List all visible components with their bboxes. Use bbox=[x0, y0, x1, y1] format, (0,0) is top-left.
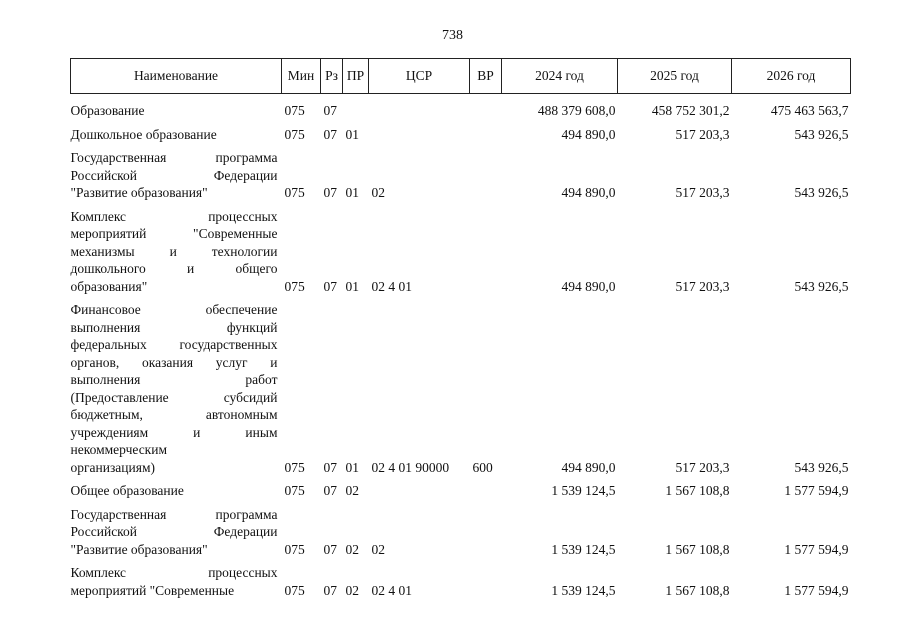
cell-2024: 1 539 124,5 bbox=[551, 582, 616, 598]
cell-csr: 02 4 01 bbox=[371, 278, 412, 294]
row-name bbox=[71, 149, 282, 208]
row-name-line: учреждениям и иным bbox=[70, 424, 278, 440]
table-row bbox=[71, 506, 851, 565]
cell-2026: 1 577 594,9 bbox=[784, 582, 849, 598]
header-csr: ЦСР bbox=[369, 59, 470, 94]
cell-rz: 07 bbox=[323, 459, 337, 475]
table-body bbox=[71, 94, 851, 606]
row-name-line: Государственная программа bbox=[70, 506, 278, 522]
cell-csr bbox=[369, 126, 470, 150]
cell-2024: 1 539 124,5 bbox=[551, 483, 616, 498]
cell-2026: 1 577 594,9 bbox=[784, 541, 849, 557]
cell-2026: 475 463 563,7 bbox=[770, 103, 849, 118]
header-min: Мин bbox=[282, 59, 321, 94]
cell-2025: 1 567 108,8 bbox=[665, 483, 730, 498]
header-row bbox=[71, 59, 851, 94]
cell-rz: 07 bbox=[323, 483, 337, 498]
cell-csr: 02 bbox=[371, 185, 385, 200]
table-row bbox=[71, 126, 851, 150]
cell-min: 075 bbox=[284, 278, 305, 294]
row-name-line: "Развитие образования" bbox=[70, 541, 208, 557]
cell-2024: 494 890,0 bbox=[561, 278, 616, 294]
cell-rz: 07 bbox=[323, 541, 337, 557]
row-name-line: Финансовое обеспечение bbox=[70, 302, 278, 317]
cell-pr: 01 bbox=[345, 185, 359, 200]
cell-csr: 02 bbox=[371, 541, 385, 557]
row-name-line: организациям) bbox=[70, 459, 156, 475]
row-name bbox=[71, 126, 282, 150]
cell-pr: 02 bbox=[345, 541, 359, 557]
cell-2026: 543 926,5 bbox=[794, 278, 849, 294]
row-name bbox=[71, 301, 282, 482]
cell-2025: 517 203,3 bbox=[675, 459, 730, 475]
cell-vr bbox=[470, 482, 502, 506]
cell-pr: 02 bbox=[345, 483, 359, 498]
row-name-line: бюджетным, автономным bbox=[70, 407, 278, 422]
cell-2025: 517 203,3 bbox=[675, 126, 730, 142]
row-name-line: дошкольного и общего bbox=[70, 261, 278, 276]
header-rz: Рз bbox=[321, 59, 343, 94]
cell-rz: 07 bbox=[323, 185, 337, 200]
cell-2025: 517 203,3 bbox=[675, 278, 730, 294]
row-name bbox=[71, 482, 282, 506]
row-name-line: Российской Федерации bbox=[70, 167, 278, 183]
header-2026: 2026 год bbox=[732, 59, 851, 94]
row-name bbox=[71, 506, 282, 565]
table-row bbox=[71, 94, 851, 126]
cell-2026: 543 926,5 bbox=[794, 185, 849, 200]
row-name-line: "Развитие образования" bbox=[70, 185, 208, 200]
cell-rz: 07 bbox=[323, 126, 337, 142]
cell-csr: 02 4 01 bbox=[371, 582, 412, 598]
row-name-line: выполнения функций bbox=[70, 319, 278, 335]
cell-2025: 517 203,3 bbox=[675, 185, 730, 200]
row-name bbox=[71, 94, 282, 126]
row-name-line: мероприятий "Современные bbox=[70, 226, 278, 241]
row-name-line: образования" bbox=[70, 278, 148, 294]
cell-pr: 01 bbox=[345, 126, 359, 142]
cell-min: 075 bbox=[284, 541, 305, 557]
row-name-line: Дошкольное образование bbox=[70, 126, 217, 142]
row-name bbox=[71, 564, 282, 605]
cell-pr bbox=[343, 94, 369, 126]
header-pr: ПР bbox=[343, 59, 369, 94]
cell-vr bbox=[470, 506, 502, 565]
table-row bbox=[71, 482, 851, 506]
cell-vr bbox=[470, 208, 502, 302]
header-name: Наименование bbox=[71, 59, 282, 94]
page-number: 738 bbox=[442, 28, 463, 43]
row-name-line: федеральных государственных bbox=[70, 337, 278, 352]
cell-min: 075 bbox=[284, 582, 305, 598]
cell-2025: 458 752 301,2 bbox=[651, 103, 730, 118]
cell-csr bbox=[369, 94, 470, 126]
row-name-line: Комплекс процессных bbox=[70, 208, 278, 224]
cell-2024: 494 890,0 bbox=[561, 459, 616, 475]
cell-pr: 02 bbox=[345, 582, 359, 598]
cell-rz: 07 bbox=[323, 103, 337, 118]
cell-2024: 488 379 608,0 bbox=[537, 103, 616, 118]
cell-2026: 543 926,5 bbox=[794, 126, 849, 142]
row-name-line: выполнения работ bbox=[70, 372, 278, 387]
cell-pr: 01 bbox=[345, 459, 359, 475]
cell-vr: 600 bbox=[472, 459, 493, 475]
cell-csr bbox=[369, 482, 470, 506]
cell-2025: 1 567 108,8 bbox=[665, 541, 730, 557]
row-name-line: некоммерческим bbox=[70, 442, 168, 457]
cell-min: 075 bbox=[284, 126, 305, 142]
cell-2024: 494 890,0 bbox=[561, 126, 616, 142]
row-name-line: (Предоставление субсидий bbox=[70, 389, 278, 405]
cell-vr bbox=[470, 149, 502, 208]
cell-min: 075 bbox=[284, 103, 305, 118]
cell-2024: 1 539 124,5 bbox=[551, 541, 616, 557]
row-name-line: Российской Федерации bbox=[70, 524, 278, 539]
row-name-line: мероприятий "Современные bbox=[70, 582, 235, 598]
cell-min: 075 bbox=[284, 459, 305, 475]
table-row bbox=[71, 149, 851, 208]
row-name-line: органов, оказания услуг и bbox=[70, 354, 278, 370]
budget-table bbox=[70, 58, 851, 605]
row-name bbox=[71, 208, 282, 302]
cell-vr bbox=[470, 126, 502, 150]
header-2025: 2025 год bbox=[618, 59, 732, 94]
cell-min: 075 bbox=[284, 483, 305, 498]
cell-min: 075 bbox=[284, 185, 305, 200]
cell-2024: 494 890,0 bbox=[561, 185, 616, 200]
row-name-line: Комплекс процессных bbox=[70, 565, 278, 580]
row-name-line: механизмы и технологии bbox=[70, 243, 278, 259]
cell-csr: 02 4 01 90000 bbox=[371, 459, 450, 475]
table-row bbox=[71, 208, 851, 302]
cell-rz: 07 bbox=[323, 582, 337, 598]
table-row bbox=[71, 301, 851, 482]
cell-2025: 1 567 108,8 bbox=[665, 582, 730, 598]
row-name-line: Образование bbox=[70, 103, 145, 118]
cell-2026: 1 577 594,9 bbox=[784, 483, 849, 498]
cell-vr bbox=[470, 564, 502, 605]
row-name-line: Общее образование bbox=[70, 483, 184, 498]
cell-rz: 07 bbox=[323, 278, 337, 294]
cell-vr bbox=[470, 94, 502, 126]
header-vr: ВР bbox=[470, 59, 502, 94]
header-2024: 2024 год bbox=[502, 59, 618, 94]
cell-pr: 01 bbox=[345, 278, 359, 294]
cell-2026: 543 926,5 bbox=[794, 459, 849, 475]
table-row bbox=[71, 564, 851, 605]
row-name-line: Государственная программа bbox=[70, 150, 278, 165]
